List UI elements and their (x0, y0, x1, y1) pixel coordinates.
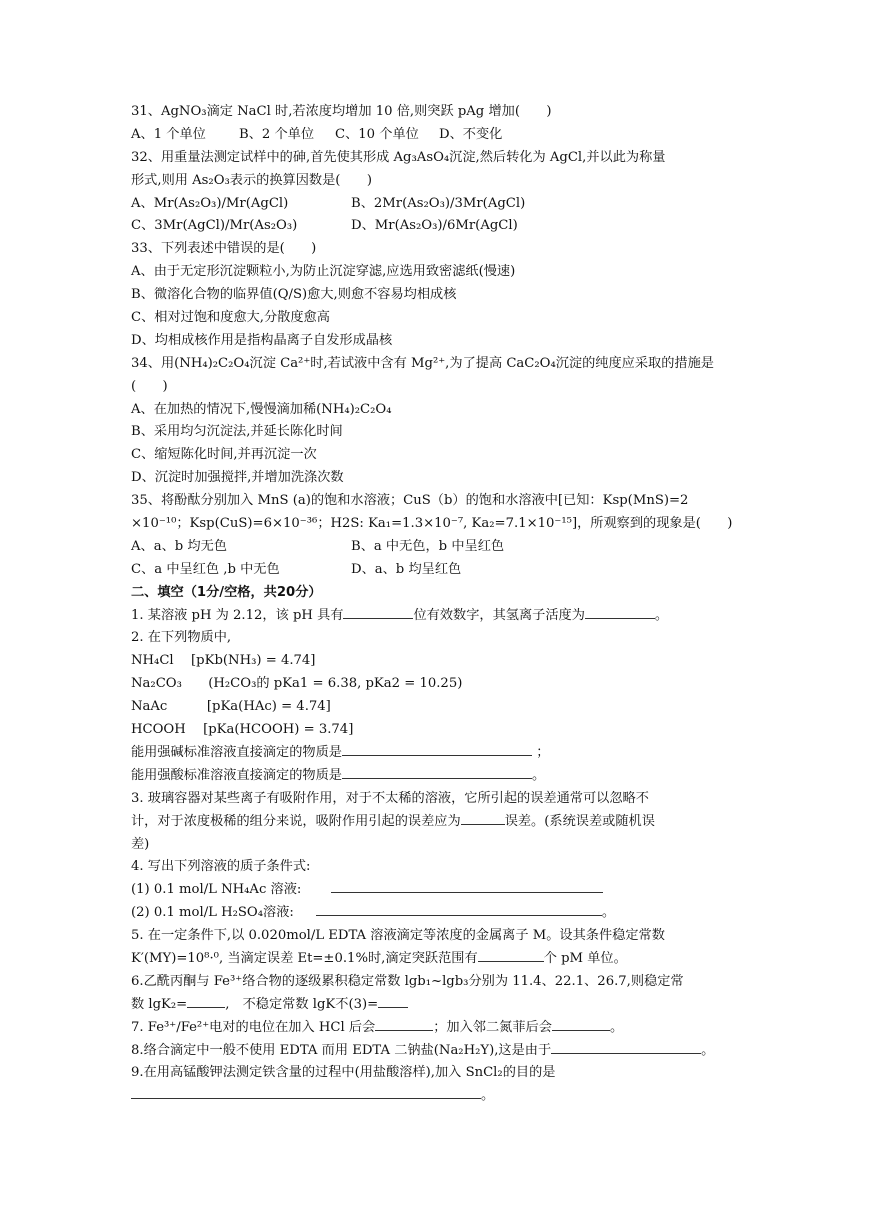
fill-1-text-c: 。 (654, 607, 669, 623)
fill-2-item-na2co3: Na₂CO₃ (H₂CO₃的 pKa1 = 6.38, pKa2 = 10.25) (131, 676, 463, 692)
fill-2-item-hcooh: HCOOH [pKa(HCOOH) = 3.74] (131, 722, 354, 738)
q32-stem-line2: 形式,则用 As₂O₃表示的换算因数是( ) (131, 172, 372, 188)
fill-7-text-c: 。 (609, 1019, 624, 1035)
fill-1-text-a: 1. 某溶液 pH 为 2.12，该 pH 具有 (131, 607, 344, 623)
fill-2-item-nh4cl: NH₄Cl [pKb(NH₃) = 4.74] (131, 653, 316, 669)
fill-2-acid (131, 765, 743, 788)
q32-stem-line1: 32、用重量法测定试样中的砷,首先使其形成 Ag₃AsO₄沉淀,然后转化为 AgCl,并以此为称量 (131, 149, 666, 165)
fill-4-intro: 4. 写出下列溶液的质子条件式: (131, 859, 311, 875)
q35-stem-line2: ×10⁻¹⁰；Ksp(CuS)=6×10⁻³⁶；H2S: Ka₁=1.3×10⁻⁷, Ka₂=7.1×10⁻¹⁵]，所观察到的现象是( ) (131, 516, 733, 532)
q34-option-a[interactable]: A、在加热的情况下,慢慢滴加稀(NH₄)₂C₂O₄ (131, 401, 392, 417)
q34-option-c[interactable]: C、缩短陈化时间,并再沉淀一次 (131, 447, 317, 463)
fill-5-blank[interactable] (478, 949, 544, 962)
fill-4-item1 (131, 879, 743, 902)
fill-6-blank-k3[interactable] (378, 995, 408, 1008)
q32-option-b[interactable]: B、2Mr(As₂O₃)/3Mr(AgCl) (351, 195, 526, 211)
q35-option-d[interactable]: D、a、b 均呈红色 (351, 561, 462, 577)
q34-option-b[interactable]: B、采用均匀沉淀法,并延长陈化时间 (131, 424, 343, 440)
fill-1-blank-digits[interactable] (343, 606, 413, 619)
q35-options-row1 (131, 536, 743, 559)
fill-2-item-naac: NaAc [pKa(HAc) = 4.74] (131, 699, 331, 715)
q35-option-a[interactable]: A、a、b 均无色 (131, 538, 227, 554)
q34-stem-line1: 34、用(NH₄)₂C₂O₄沉淀 Ca²⁺时,若试液中含有 Mg²⁺,为了提高 CaC₂O₄沉淀的纯度应采取的措施是 (131, 355, 714, 371)
q32-option-c[interactable]: C、3Mr(AgCl)/Mr(As₂O₃) (131, 218, 298, 234)
fill-6-blank-k2[interactable] (187, 995, 225, 1008)
q33-option-b[interactable]: B、微溶化合物的临界值(Q/S)愈大,则愈不容易均相成核 (131, 287, 457, 303)
fill-2-intro: 2. 在下列物质中, (131, 630, 232, 646)
fill-3-blank[interactable] (461, 812, 505, 825)
q33-option-d[interactable]: D、均相成核作用是指构晶离子自发形成晶核 (131, 332, 393, 348)
q31-option-d[interactable]: D、不变化 (439, 126, 503, 142)
q33-option-a[interactable]: A、由于无定形沉淀颗粒小,为防止沉淀穿滤,应选用致密滤纸(慢速) (131, 264, 516, 280)
fill-4-item1-blank[interactable] (331, 880, 603, 893)
fill-1-text-b: 位有效数字，其氢离子活度为 (413, 607, 585, 623)
q32-option-d[interactable]: D、Mr(As₂O₃)/6Mr(AgCl) (351, 218, 518, 234)
fill-3-line1: 3. 玻璃容器对某些离子有吸附作用，对于不太稀的溶液，它所引起的误差通常可以忽略不 (131, 790, 649, 806)
fill-2-base (131, 742, 743, 765)
q34-stem-line2: ( ) (131, 378, 168, 394)
exam-page (131, 101, 743, 1108)
q31-option-b[interactable]: B、2 个单位 (239, 126, 315, 142)
fill-9-line1: 9.在用高锰酸钾法测定铁含量的过程中(用盐酸溶样),加入 SnCl₂的目的是 (131, 1065, 556, 1081)
fill-3-line3: 差) (131, 836, 150, 852)
fill-3-text-b: 误差。(系统误差或随机误 (504, 813, 655, 829)
fill-2-base-blank[interactable] (342, 743, 532, 756)
section-2-heading: 二、填空（1分/空格，共20分） (131, 584, 322, 600)
fill-7-text-b: ；加入邻二氮菲后会 (433, 1019, 552, 1035)
fill-4-item2-end: 。 (601, 905, 616, 921)
q32-options-row1 (131, 193, 743, 216)
q31-options (131, 124, 743, 147)
fill-5-text-b: 个 pM 单位。 (543, 950, 627, 966)
fill-8 (131, 1040, 743, 1063)
fill-6-text-b: , 不稳定常数 lgK不(3)= (225, 996, 379, 1012)
fill-2-base-end: ； (532, 744, 550, 760)
fill-5-line1: 5. 在一定条件下,以 0.020mol/L EDTA 溶液滴定等浓度的金属离子 M。设其条件稳定常数 (131, 928, 665, 944)
q31-stem: 31、AgNO₃滴定 NaCl 时,若浓度均增加 10 倍,则突跃 pAg 增加( ) (131, 104, 552, 119)
fill-7-blank-hcl[interactable] (375, 1018, 433, 1031)
q32-options-row2 (131, 215, 743, 238)
q33-stem: 33、下列表述中错误的是( ) (131, 241, 317, 257)
fill-2-acid-text: 能用强酸标准溶液直接滴定的物质是 (131, 767, 342, 783)
q31-option-a[interactable]: A、1 个单位 (131, 126, 206, 142)
fill-7 (131, 1017, 743, 1040)
q33-option-c[interactable]: C、相对过饱和度愈大,分散度愈高 (131, 310, 330, 326)
fill-5-line2 (131, 948, 743, 971)
q31-option-c[interactable]: C、10 个单位 (335, 126, 419, 142)
fill-7-blank-phen[interactable] (552, 1018, 610, 1031)
fill-6-line1: 6.乙酰丙酮与 Fe³⁺络合物的逐级累积稳定常数 lgb₁~lgb₃分别为 11.4、22.1、26.7,则稳定常 (131, 973, 684, 989)
q35-option-b[interactable]: B、a 中无色，b 中呈红色 (351, 538, 505, 554)
fill-9-line2 (131, 1085, 743, 1108)
fill-9-end: 。 (481, 1088, 495, 1104)
fill-8-text-b: 。 (701, 1042, 715, 1058)
fill-8-text-a: 8.络合滴定中一般不使用 EDTA 而用 EDTA 二钠盐(Na₂H₂Y),这是由于 (131, 1042, 552, 1058)
fill-4-item2-blank[interactable] (316, 903, 602, 916)
fill-2-acid-end: 。 (532, 767, 546, 783)
fill-1 (131, 605, 743, 628)
q35-option-c[interactable]: C、a 中呈红色 ,b 中无色 (131, 561, 280, 577)
fill-8-blank[interactable] (551, 1041, 701, 1054)
fill-4-item2-text: (2) 0.1 mol/L H₂SO₄溶液: (131, 905, 294, 921)
fill-1-blank-activity[interactable] (585, 606, 655, 619)
q34-option-d[interactable]: D、沉淀时加强搅拌,并增加洗涤次数 (131, 470, 344, 486)
fill-2-acid-blank[interactable] (342, 766, 532, 779)
q32-option-a[interactable]: A、Mr(As₂O₃)/Mr(AgCl) (131, 195, 289, 211)
fill-9-blank[interactable] (131, 1086, 481, 1099)
fill-2-base-text: 能用强碱标准溶液直接滴定的物质是 (131, 744, 342, 760)
fill-3-line2 (131, 811, 743, 834)
fill-6-line2 (131, 994, 743, 1017)
fill-6-text-a: 数 lgK₂= (131, 996, 188, 1012)
fill-5-text-a: K′(MY)=10⁸·⁰, 当滴定误差 Et=±0.1%时,滴定突跃范围有 (131, 950, 478, 966)
fill-7-text-a: 7. Fe³⁺/Fe²⁺电对的电位在加入 HCl 后会 (131, 1019, 376, 1035)
fill-3-text-a: 计，对于浓度极稀的组分来说，吸附作用引起的误差应为 (131, 813, 461, 829)
q35-stem-line1: 35、将酚酞分别加入 MnS (a)的饱和水溶液；CuS（b）的饱和水溶液中[已知：Ksp(MnS)=2 (131, 493, 689, 509)
q35-options-row2 (131, 559, 743, 582)
fill-4-item1-text: (1) 0.1 mol/L NH₄Ac 溶液: (131, 882, 302, 898)
fill-4-item2 (131, 902, 743, 925)
